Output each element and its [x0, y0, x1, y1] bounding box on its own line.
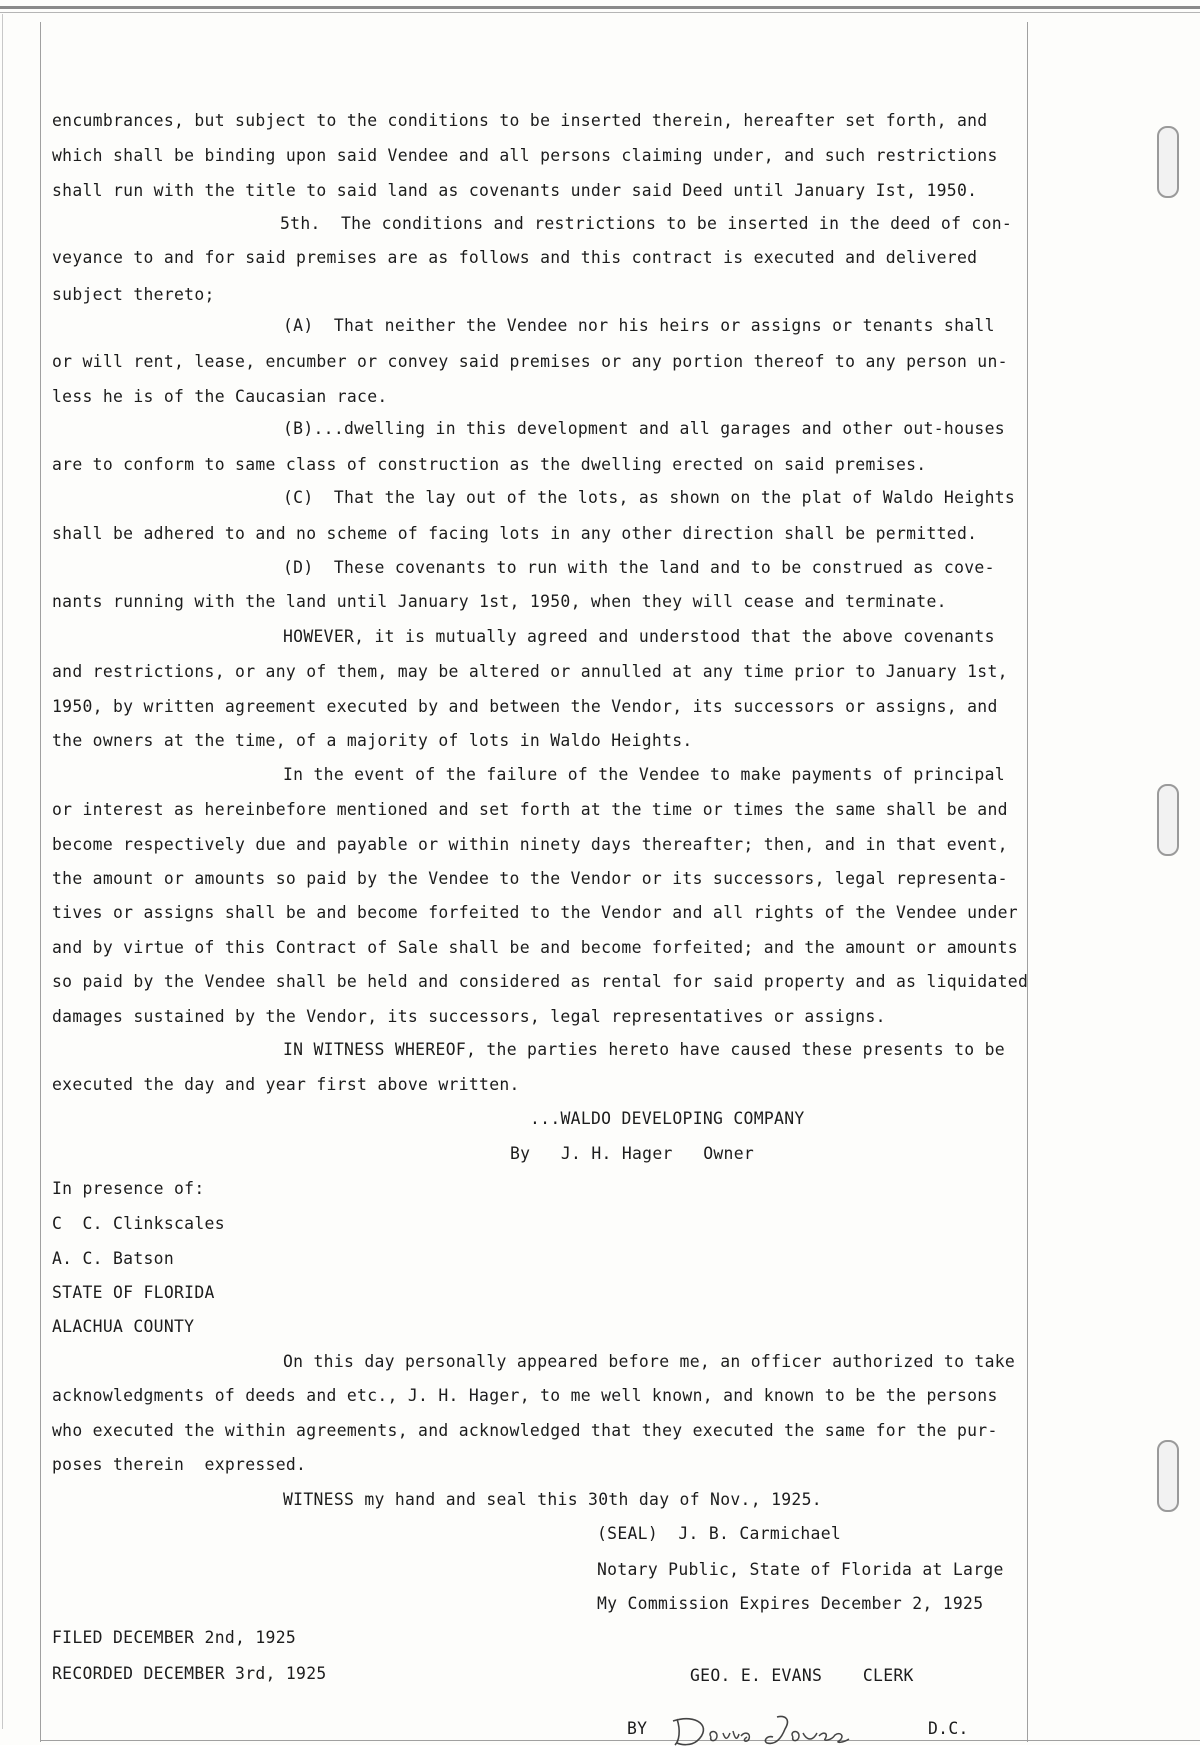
page-edge	[2, 14, 3, 1729]
witness-name: A. C. Batson	[52, 1249, 175, 1268]
text-line: In presence of:	[52, 1179, 205, 1198]
text-line: acknowledgments of deeds and etc., J. H. Hager, to me well known, and known to be the persons	[52, 1386, 998, 1405]
text-line: In the event of the failure of the Vendee to make payments of principal	[283, 765, 1005, 784]
text-line: nants running with the land until January 1st, 1950, when they will cease and terminate.	[52, 592, 947, 611]
text-line: shall run with the title to said land as covenants under said Deed until January Ist, 1950.	[52, 181, 978, 200]
commission-expiry: My Commission Expires December 2, 1925	[597, 1594, 984, 1613]
text-line: (C) That the lay out of the lots, as shown on the plat of Waldo Heights	[283, 488, 1016, 507]
notary-name: (SEAL) J. B. Carmichael	[597, 1524, 842, 1543]
text-line: poses therein expressed.	[52, 1455, 307, 1474]
top-rule-thin	[0, 12, 1200, 13]
text-line: shall be adhered to and no scheme of facing lots in any other direction shall be permitted.	[52, 524, 978, 543]
left-margin-rule	[40, 22, 41, 1742]
handwritten-signature	[667, 1709, 887, 1749]
bottom-rule	[40, 1740, 1200, 1741]
text-line: or interest as hereinbefore mentioned and set forth at the time or times the same shall be and	[52, 800, 1008, 819]
text-line: the owners at the time, of a majority of lots in Waldo Heights.	[52, 731, 693, 750]
state-line: STATE OF FLORIDA	[52, 1283, 215, 1302]
by-label: BY	[627, 1719, 648, 1738]
text-line: tives or assigns shall be and become forfeited to the Vendor and all rights of the Vendee under	[52, 903, 1018, 922]
signatory-line: By J. H. Hager Owner	[510, 1144, 755, 1163]
text-line: veyance to and for said premises are as follows and this contract is executed and delivered	[52, 248, 978, 267]
text-line: On this day personally appeared before me, an officer authorized to take	[283, 1352, 1016, 1371]
text-line: and by virtue of this Contract of Sale shall be and become forfeited; and the amount or amounts	[52, 938, 1018, 957]
binder-hole-icon	[1157, 1440, 1179, 1512]
notary-title: Notary Public, State of Florida at Large	[597, 1560, 1004, 1579]
county-line: ALACHUA COUNTY	[52, 1317, 195, 1336]
text-line: executed the day and year first above written.	[52, 1075, 520, 1094]
text-line: 5th. The conditions and restrictions to be inserted in the deed of con-	[280, 214, 1013, 233]
clerk-line: GEO. E. EVANS CLERK	[690, 1666, 914, 1685]
text-line: HOWEVER, it is mutually agreed and understood that the above covenants	[283, 627, 995, 646]
top-rule	[0, 6, 1200, 9]
text-line: are to conform to same class of construction as the dwelling erected on said premises.	[52, 455, 927, 474]
right-margin-rule	[1027, 22, 1028, 1742]
text-line: who executed the within agreements, and acknowledged that they executed the same for the pur-	[52, 1421, 998, 1440]
text-line: WITNESS my hand and seal this 30th day of Nov., 1925.	[283, 1490, 822, 1509]
filed-date: FILED DECEMBER 2nd, 1925	[52, 1628, 297, 1647]
text-line: damages sustained by the Vendor, its successors, legal representatives or assigns.	[52, 1007, 886, 1026]
text-line: (D) These covenants to run with the land and to be construed as cove-	[283, 558, 995, 577]
text-line: or will rent, lease, encumber or convey said premises or any portion thereof to any person un-	[52, 352, 1008, 371]
text-line: less he is of the Caucasian race.	[52, 387, 388, 406]
text-line: (B)...dwelling in this development and all garages and other out-houses	[283, 419, 1005, 438]
text-line: the amount or amounts so paid by the Vendee to the Vendor or its successors, legal representa-	[52, 869, 1008, 888]
text-line: which shall be binding upon said Vendee and all persons claiming under, and such restrictions	[52, 146, 998, 165]
text-line: become respectively due and payable or within ninety days thereafter; then, and in that event,	[52, 835, 1008, 854]
text-line: IN WITNESS WHEREOF, the parties hereto have caused these presents to be	[283, 1040, 1005, 1059]
recorded-date: RECORDED DECEMBER 3rd, 1925	[52, 1664, 327, 1683]
binder-hole-icon	[1157, 126, 1179, 198]
text-line: subject thereto;	[52, 285, 215, 304]
company-name: ...WALDO DEVELOPING COMPANY	[530, 1109, 805, 1128]
text-line: (A) That neither the Vendee nor his heirs or assigns or tenants shall	[283, 316, 995, 335]
deputy-clerk-label: D.C.	[928, 1719, 969, 1738]
text-line: and restrictions, or any of them, may be altered or annulled at any time prior to January 1st,	[52, 662, 1008, 681]
text-line: encumbrances, but subject to the conditions to be inserted therein, hereafter set forth, and	[52, 111, 988, 130]
witness-name: C C. Clinkscales	[52, 1214, 225, 1233]
text-line: 1950, by written agreement executed by and between the Vendor, its successors or assigns, and	[52, 697, 998, 716]
text-line: so paid by the Vendee shall be held and considered as rental for said property and as liquidated	[52, 972, 1029, 991]
binder-hole-icon	[1157, 784, 1179, 856]
